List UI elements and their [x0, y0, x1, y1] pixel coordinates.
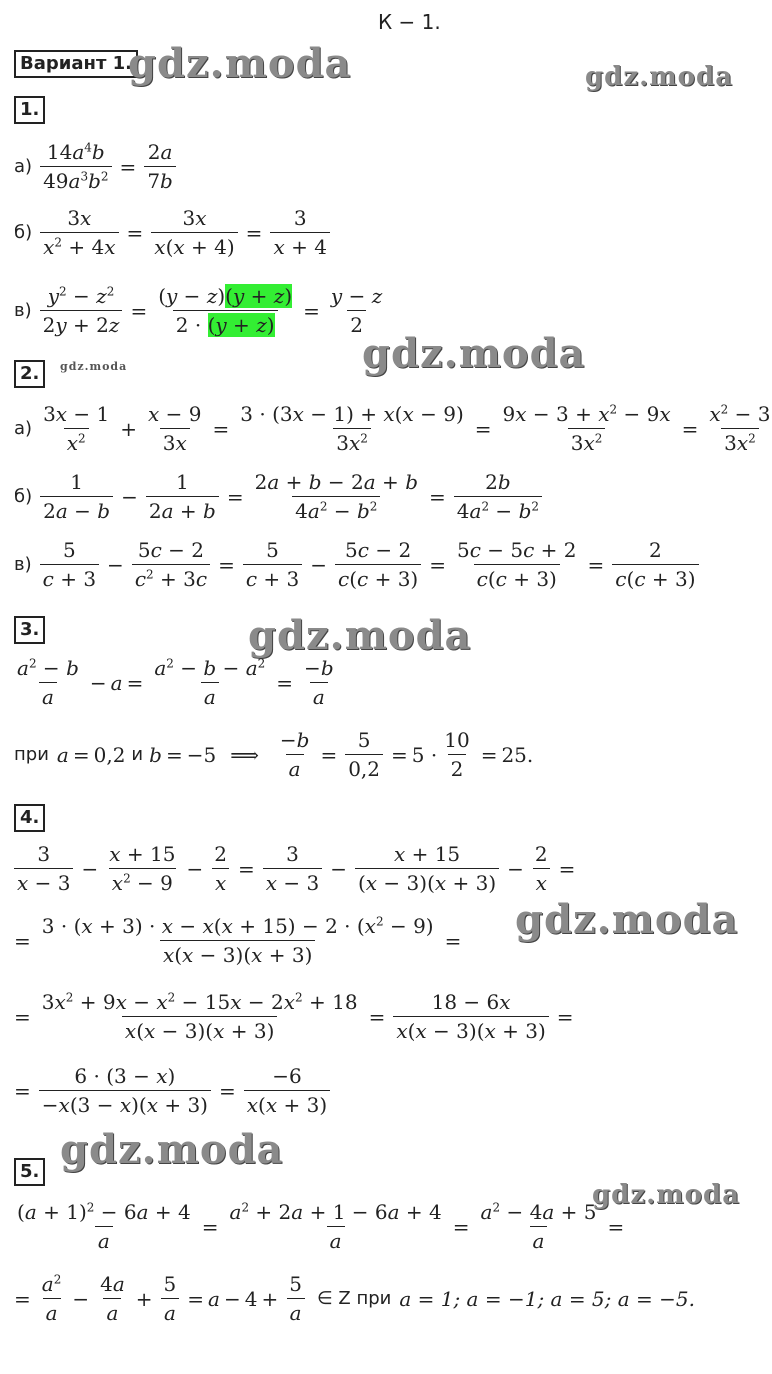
- page-title: К − 1.: [378, 10, 441, 34]
- equation: = $\frac{a^2}{a}$ − $\frac{4a}{a}$ + $\frac{5}{a}$ = a − 4 + $\frac{5}{a}$ ∈ Z при a = 1; a = −1; a = 5; a = −5.: [14, 1272, 695, 1325]
- equation: б) $\frac{3x}{x^2 + 4x}$ = $\frac{3x}{x(x + 4)}$ = $\frac{3}{x + 4}$: [14, 206, 334, 259]
- item-label: в): [14, 554, 32, 575]
- set-membership-text: ∈ Z при: [316, 1288, 392, 1309]
- item-label: б): [14, 222, 33, 243]
- equation: $\frac{3}{x - 3}$ − $\frac{x + 15}{x^2 - 9}$ − $\frac{2}{x}$ = $\frac{3}{x - 3}$ − $\frac{x + 15}{(x - 3)(x + 3)}$ − $\frac{2}{x}$ =: [10, 842, 579, 895]
- item-label: а): [14, 156, 33, 177]
- task-number: 2.: [14, 360, 45, 388]
- watermark: gdz.moda: [60, 360, 128, 373]
- task-number: 4.: [14, 804, 45, 832]
- equation: а) $\frac{3x - 1}{x^2}$ + $\frac{x - 9}{3x}$ = $\frac{3 \cdot (3x - 1) + x(x - 9)}{3x^2}$ = $\frac{9x - 3 + x^2 - 9x}{3x^2}$ = $\frac{x^2 - 3}{3x^2}$: [14, 402, 771, 455]
- conjunction: и: [131, 744, 144, 765]
- equation: = $\frac{3x^2 + 9x - x^2 - 15x - 2x^2 + 18}{x(x - 3)(x + 3)}$ = $\frac{18 - 6x}{x(x - 3)(x + 3)}$ =: [14, 990, 574, 1043]
- task-number: 1.: [14, 96, 45, 124]
- equation: в) $\frac{5}{c + 3}$ − $\frac{5c - 2}{c^2 + 3c}$ = $\frac{5}{c + 3}$ − $\frac{5c - 2}{c(c + 3)}$ = $\frac{5c - 5c + 2}{c(c + 3)}$ = $\frac{2}{c(c + 3)}$: [14, 538, 703, 591]
- equation: $\frac{a^2 - b}{a}$ − a = $\frac{a^2 - b - a^2}{a}$ = $\frac{-b}{a}$: [17, 656, 334, 709]
- item-label: а): [14, 418, 33, 439]
- task-number: 5.: [14, 1158, 45, 1186]
- equation: при a = 0,2 и b = −5 ⟹ $\frac{-b}{a}$ = $\frac{5}{0,2}$ = 5 · $\frac{10}{2}$ = 25.: [14, 728, 534, 781]
- equation: а) $\frac{14a^4b}{49a^3b^2}$ = $\frac{2a}{7b}$: [14, 140, 180, 193]
- watermark: gdz.moda: [515, 896, 739, 943]
- equation: б) $\frac{1}{2a - b}$ − $\frac{1}{2a + b}$ = $\frac{2a + b - 2a + b}{4a^2 - b^2}$ = $\frac{2b}{4a^2 - b^2}$: [14, 470, 546, 523]
- watermark: gdz.moda: [592, 1180, 741, 1210]
- item-label: в): [14, 300, 32, 321]
- watermark: gdz.moda: [60, 1126, 284, 1173]
- implies-symbol: ⟹: [230, 742, 259, 767]
- watermark: gdz.moda: [362, 330, 586, 377]
- item-label: б): [14, 486, 33, 507]
- task-number: 3.: [14, 616, 45, 644]
- equation: в) $\frac{y^2 - z^2}{2y + 2z}$ = $\frac{(y - z)(y + z)}{2 \cdot (y + z)}$ = $\frac{y - z}{2}$: [14, 284, 383, 337]
- equation: = $\frac{6 \cdot (3 - x)}{-x(3 - x)(x + 3)}$ = $\frac{-6}{x(x + 3)}$: [10, 1064, 334, 1117]
- equation: = $\frac{3 \cdot (x + 3) \cdot x - x(x + 15) - 2 \cdot (x^2 - 9)}{x(x - 3)(x + 3)}$ =: [14, 914, 462, 967]
- watermark: gdz.moda: [585, 62, 734, 92]
- watermark: gdz.moda: [128, 40, 352, 87]
- watermark: gdz.moda: [248, 612, 472, 659]
- condition-text: при: [14, 744, 49, 765]
- equation: $\frac{(a + 1)^2 - 6a + 4}{a}$ = $\frac{a^2 + 2a + 1 - 6a + 4}{a}$ = $\frac{a^2 - 4a + 5}{a}$ =: [17, 1200, 625, 1253]
- answer-values: a = 1; a = −1; a = 5; a = −5.: [399, 1286, 695, 1311]
- variant-label: Вариант 1.: [14, 50, 138, 78]
